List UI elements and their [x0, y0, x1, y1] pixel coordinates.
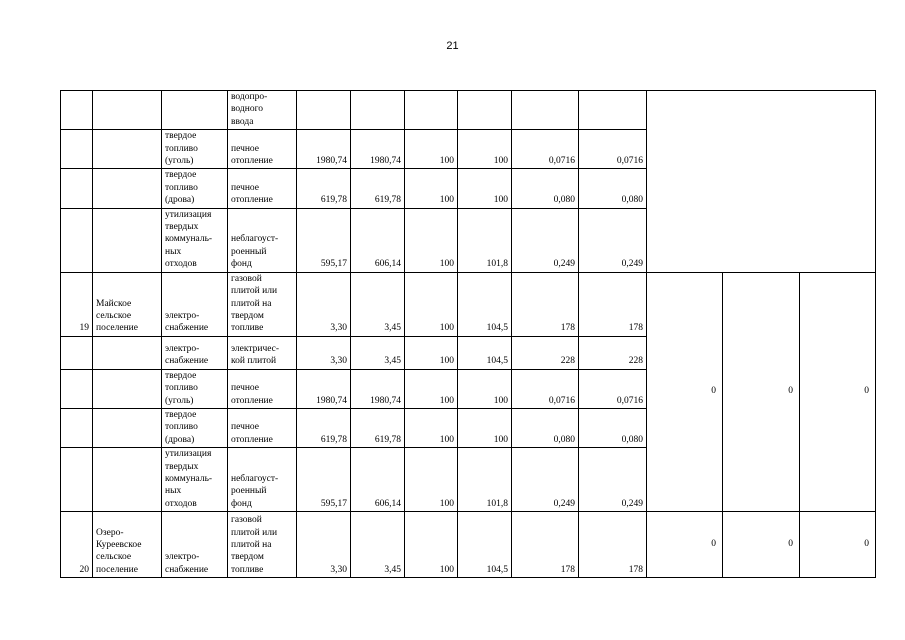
settlement-name — [93, 91, 162, 130]
value-6: 178 — [579, 272, 647, 336]
value-5: 0,080 — [512, 408, 579, 447]
settlement-name — [93, 130, 162, 169]
value-3: 100 — [405, 208, 458, 272]
empty-cell — [647, 91, 876, 273]
table-row — [61, 91, 876, 130]
housing-type: газовой плитой или плитой на твердом топливе — [228, 512, 297, 578]
housing-type: печное отопление — [228, 369, 297, 408]
value-2: 3,45 — [351, 272, 405, 336]
value-3 — [405, 91, 458, 130]
housing-type: печное отопление — [228, 408, 297, 447]
value-2: 1980,74 — [351, 369, 405, 408]
value-4: 104,5 — [458, 512, 512, 578]
service-type: электро- снабжение — [162, 272, 228, 336]
value-1: 595,17 — [297, 208, 351, 272]
row-number — [61, 408, 93, 447]
value-5: 228 — [512, 336, 579, 369]
settlement-name — [93, 448, 162, 512]
service-type: электро- снабжение — [162, 512, 228, 578]
housing-type: электричес- кой плитой — [228, 336, 297, 369]
value-3: 100 — [405, 512, 458, 578]
group-value-2: 0 — [723, 512, 800, 578]
page-number: 21 — [446, 40, 459, 52]
settlement-name — [93, 208, 162, 272]
value-6: 0,080 — [579, 169, 647, 208]
row-number — [61, 169, 93, 208]
value-6: 228 — [579, 336, 647, 369]
value-5: 178 — [512, 272, 579, 336]
value-4: 100 — [458, 369, 512, 408]
value-1: 1980,74 — [297, 369, 351, 408]
value-5: 0,0716 — [512, 130, 579, 169]
value-2: 606,14 — [351, 448, 405, 512]
value-1: 3,30 — [297, 272, 351, 336]
value-2: 619,78 — [351, 408, 405, 447]
value-5: 0,0716 — [512, 369, 579, 408]
value-4: 104,5 — [458, 272, 512, 336]
settlement-name — [93, 408, 162, 447]
value-6: 0,249 — [579, 448, 647, 512]
row-number: 20 — [61, 512, 93, 578]
value-2: 606,14 — [351, 208, 405, 272]
value-4: 100 — [458, 408, 512, 447]
row-number — [61, 369, 93, 408]
settlement-name: Озеро- Курeевское сельское поселение — [93, 512, 162, 578]
group-value-1: 0 — [647, 272, 723, 512]
housing-type: неблагоуст- роенный фонд — [228, 208, 297, 272]
settlement-name — [93, 169, 162, 208]
value-4: 100 — [458, 130, 512, 169]
value-1: 619,78 — [297, 408, 351, 447]
value-1: 1980,74 — [297, 130, 351, 169]
settlement-name — [93, 336, 162, 369]
value-1: 3,30 — [297, 336, 351, 369]
value-6: 0,249 — [579, 208, 647, 272]
settlement-name — [93, 369, 162, 408]
value-3: 100 — [405, 369, 458, 408]
value-6 — [579, 91, 647, 130]
value-6: 0,0716 — [579, 130, 647, 169]
row-number — [61, 91, 93, 130]
group-value-1: 0 — [647, 512, 723, 578]
value-4: 101,8 — [458, 208, 512, 272]
value-1: 595,17 — [297, 448, 351, 512]
group-value-2: 0 — [723, 272, 800, 512]
service-type: утилизация твердых коммуналь- ных отходов — [162, 448, 228, 512]
value-2: 1980,74 — [351, 130, 405, 169]
service-type: твердое топливо (уголь) — [162, 130, 228, 169]
value-1: 619,78 — [297, 169, 351, 208]
value-5 — [512, 91, 579, 130]
housing-type: водопро- водного ввода — [228, 91, 297, 130]
value-2: 619,78 — [351, 169, 405, 208]
value-5: 0,249 — [512, 448, 579, 512]
value-2: 3,45 — [351, 336, 405, 369]
service-type: электро- снабжение — [162, 336, 228, 369]
value-3: 100 — [405, 408, 458, 447]
value-4: 101,8 — [458, 448, 512, 512]
service-type: твердое топливо (дрова) — [162, 169, 228, 208]
value-2: 3,45 — [351, 512, 405, 578]
value-5: 178 — [512, 512, 579, 578]
value-4: 100 — [458, 169, 512, 208]
housing-type: неблагоуст- роенный фонд — [228, 448, 297, 512]
row-number — [61, 208, 93, 272]
row-number — [61, 336, 93, 369]
housing-type: газовой плитой или плитой на твердом топливе — [228, 272, 297, 336]
service-type: утилизация твердых коммуналь- ных отходов — [162, 208, 228, 272]
housing-type: печное отопление — [228, 169, 297, 208]
value-1 — [297, 91, 351, 130]
value-3: 100 — [405, 448, 458, 512]
service-type — [162, 91, 228, 130]
value-4 — [458, 91, 512, 130]
value-5: 0,080 — [512, 169, 579, 208]
value-3: 100 — [405, 272, 458, 336]
service-type: твердое топливо (дрова) — [162, 408, 228, 447]
group-value-3: 0 — [800, 272, 876, 512]
settlement-name: Майское сельское поселение — [93, 272, 162, 336]
value-6: 0,0716 — [579, 369, 647, 408]
row-number: 19 — [61, 272, 93, 336]
tariff-table — [60, 90, 876, 578]
value-6: 178 — [579, 512, 647, 578]
row-number — [61, 448, 93, 512]
housing-type: печное отопление — [228, 130, 297, 169]
value-3: 100 — [405, 169, 458, 208]
row-number — [61, 130, 93, 169]
table-row — [61, 272, 876, 336]
group-value-3: 0 — [800, 512, 876, 578]
service-type: твердое топливо (уголь) — [162, 369, 228, 408]
value-3: 100 — [405, 130, 458, 169]
value-6: 0,080 — [579, 408, 647, 447]
value-3: 100 — [405, 336, 458, 369]
value-5: 0,249 — [512, 208, 579, 272]
value-4: 104,5 — [458, 336, 512, 369]
table-row — [61, 512, 876, 578]
value-2 — [351, 91, 405, 130]
value-1: 3,30 — [297, 512, 351, 578]
